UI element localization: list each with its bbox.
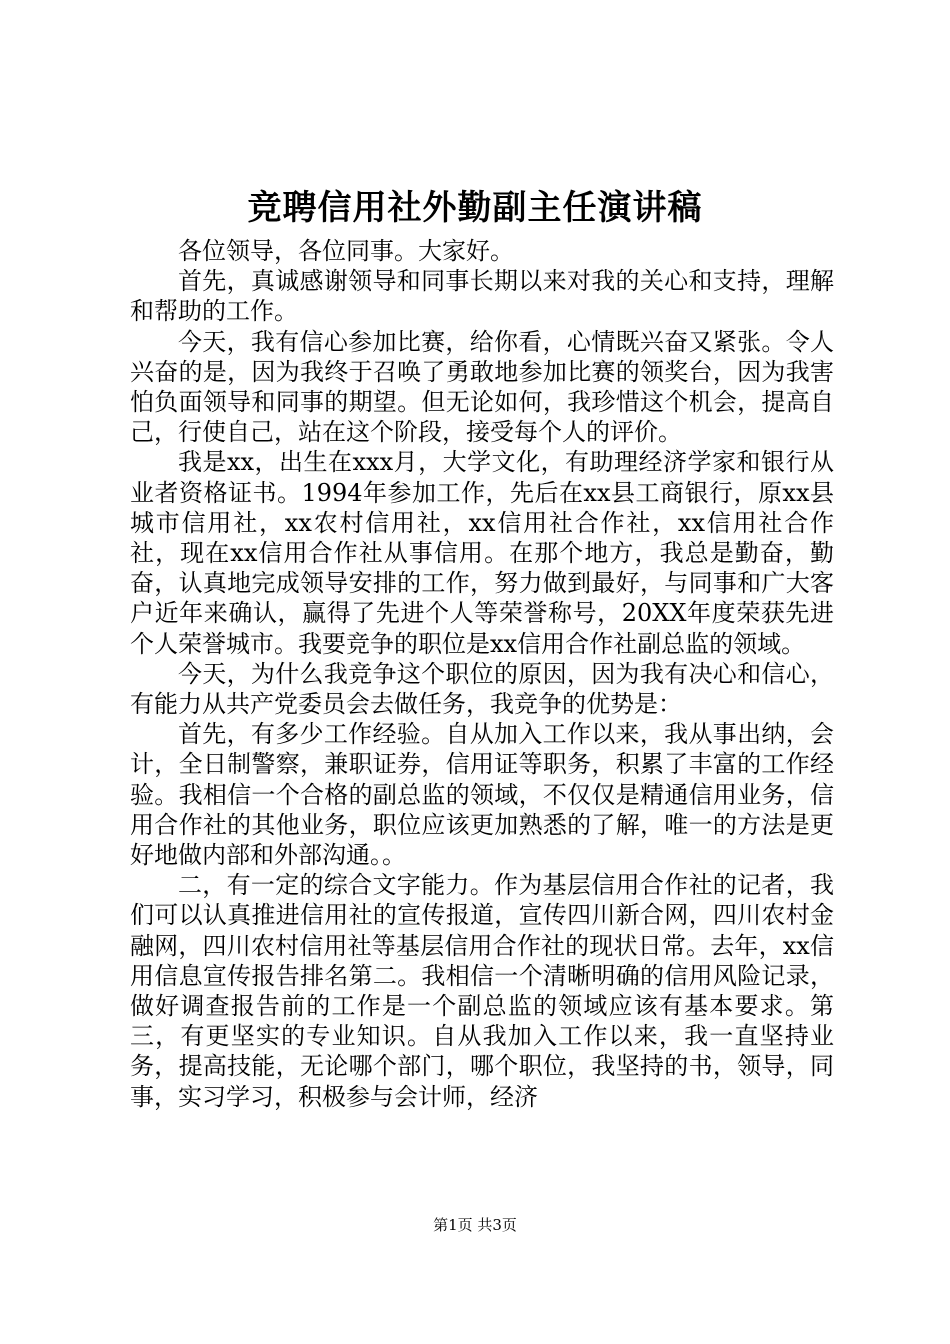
paragraph-writing-ability: 二，有一定的综合文字能力。作为基层信用合作社的记者，我们可以认真推进信用社的宣传报道，宣传四川新合网，四川农村金融网，四川农村信用社等基层信用合作社的现状日常。去年，xx信用信息宣传报告排名第二。我相信一个清晰明确的信用风险记录，做好调查报告前的工作是一个副总监的领域应该有基本要求。第三，有更坚实的专业知识。自从我加入工作以来，我一直坚持业务，提高技能，无论哪个部门，哪个职位，我坚持的书，领导，同事，实习学习，积极参与会计师，经济 bbox=[130, 871, 834, 1111]
paragraph-experience: 首先，有多少工作经验。自从加入工作以来，我从事出纳，会计，全日制警察，兼职证券，信用证等职务，积累了丰富的工作经验。我相信一个合格的副总监的领域，不仅仅是精通信用业务，信用合作社的其他业务，职位应该更加熟悉的了解，唯一的方法是更好地做内部和外部沟通。。 bbox=[130, 720, 834, 870]
paragraph-reason: 今天，为什么我竞争这个职位的原因，因为我有决心和信心，有能力从共产党委员会去做任务，我竞争的优势是： bbox=[130, 659, 834, 719]
document-title: 竞聘信用社外勤副主任演讲稿 bbox=[247, 188, 703, 228]
paragraph-thanks: 首先，真诚感谢领导和同事长期以来对我的关心和支持，理解和帮助的工作。 bbox=[130, 267, 834, 326]
document-body bbox=[130, 236, 834, 1112]
paragraph-self-intro: 我是xx，出生在xxx月，大学文化，有助理经济学家和银行从业者资格证书。1994年参加工作，先后在xx县工商银行，原xx县城市信用社，xx农村信用社，xx信用社合作社，xx信用社合作社，现在xx信用合作社从事信用。在那个地方，我总是勤奋，勤奋，认真地完成领导安排的工作，努力做到最好，与同事和广大客户近年来确认，赢得了先进个人等荣誉称号，20XX年度荣获先进个人荣誉城市。我要竞争的职位是xx信用合作社副总监的领域。 bbox=[130, 448, 834, 658]
paragraph-greeting: 各位领导，各位同事。大家好。 bbox=[178, 237, 514, 265]
page-footer: 第1页 共3页 bbox=[433, 1216, 517, 1234]
paragraph-today: 今天，我有信心参加比赛，给你看，心情既兴奋又紧张。令人兴奋的是，因为我终于召唤了勇敢地参加比赛的领奖台，因为我害怕负面领导和同事的期望。但无论如何，我珍惜这个机会，提高自己，行使自己，站在这个阶段，接受每个人的评价。 bbox=[130, 327, 834, 447]
